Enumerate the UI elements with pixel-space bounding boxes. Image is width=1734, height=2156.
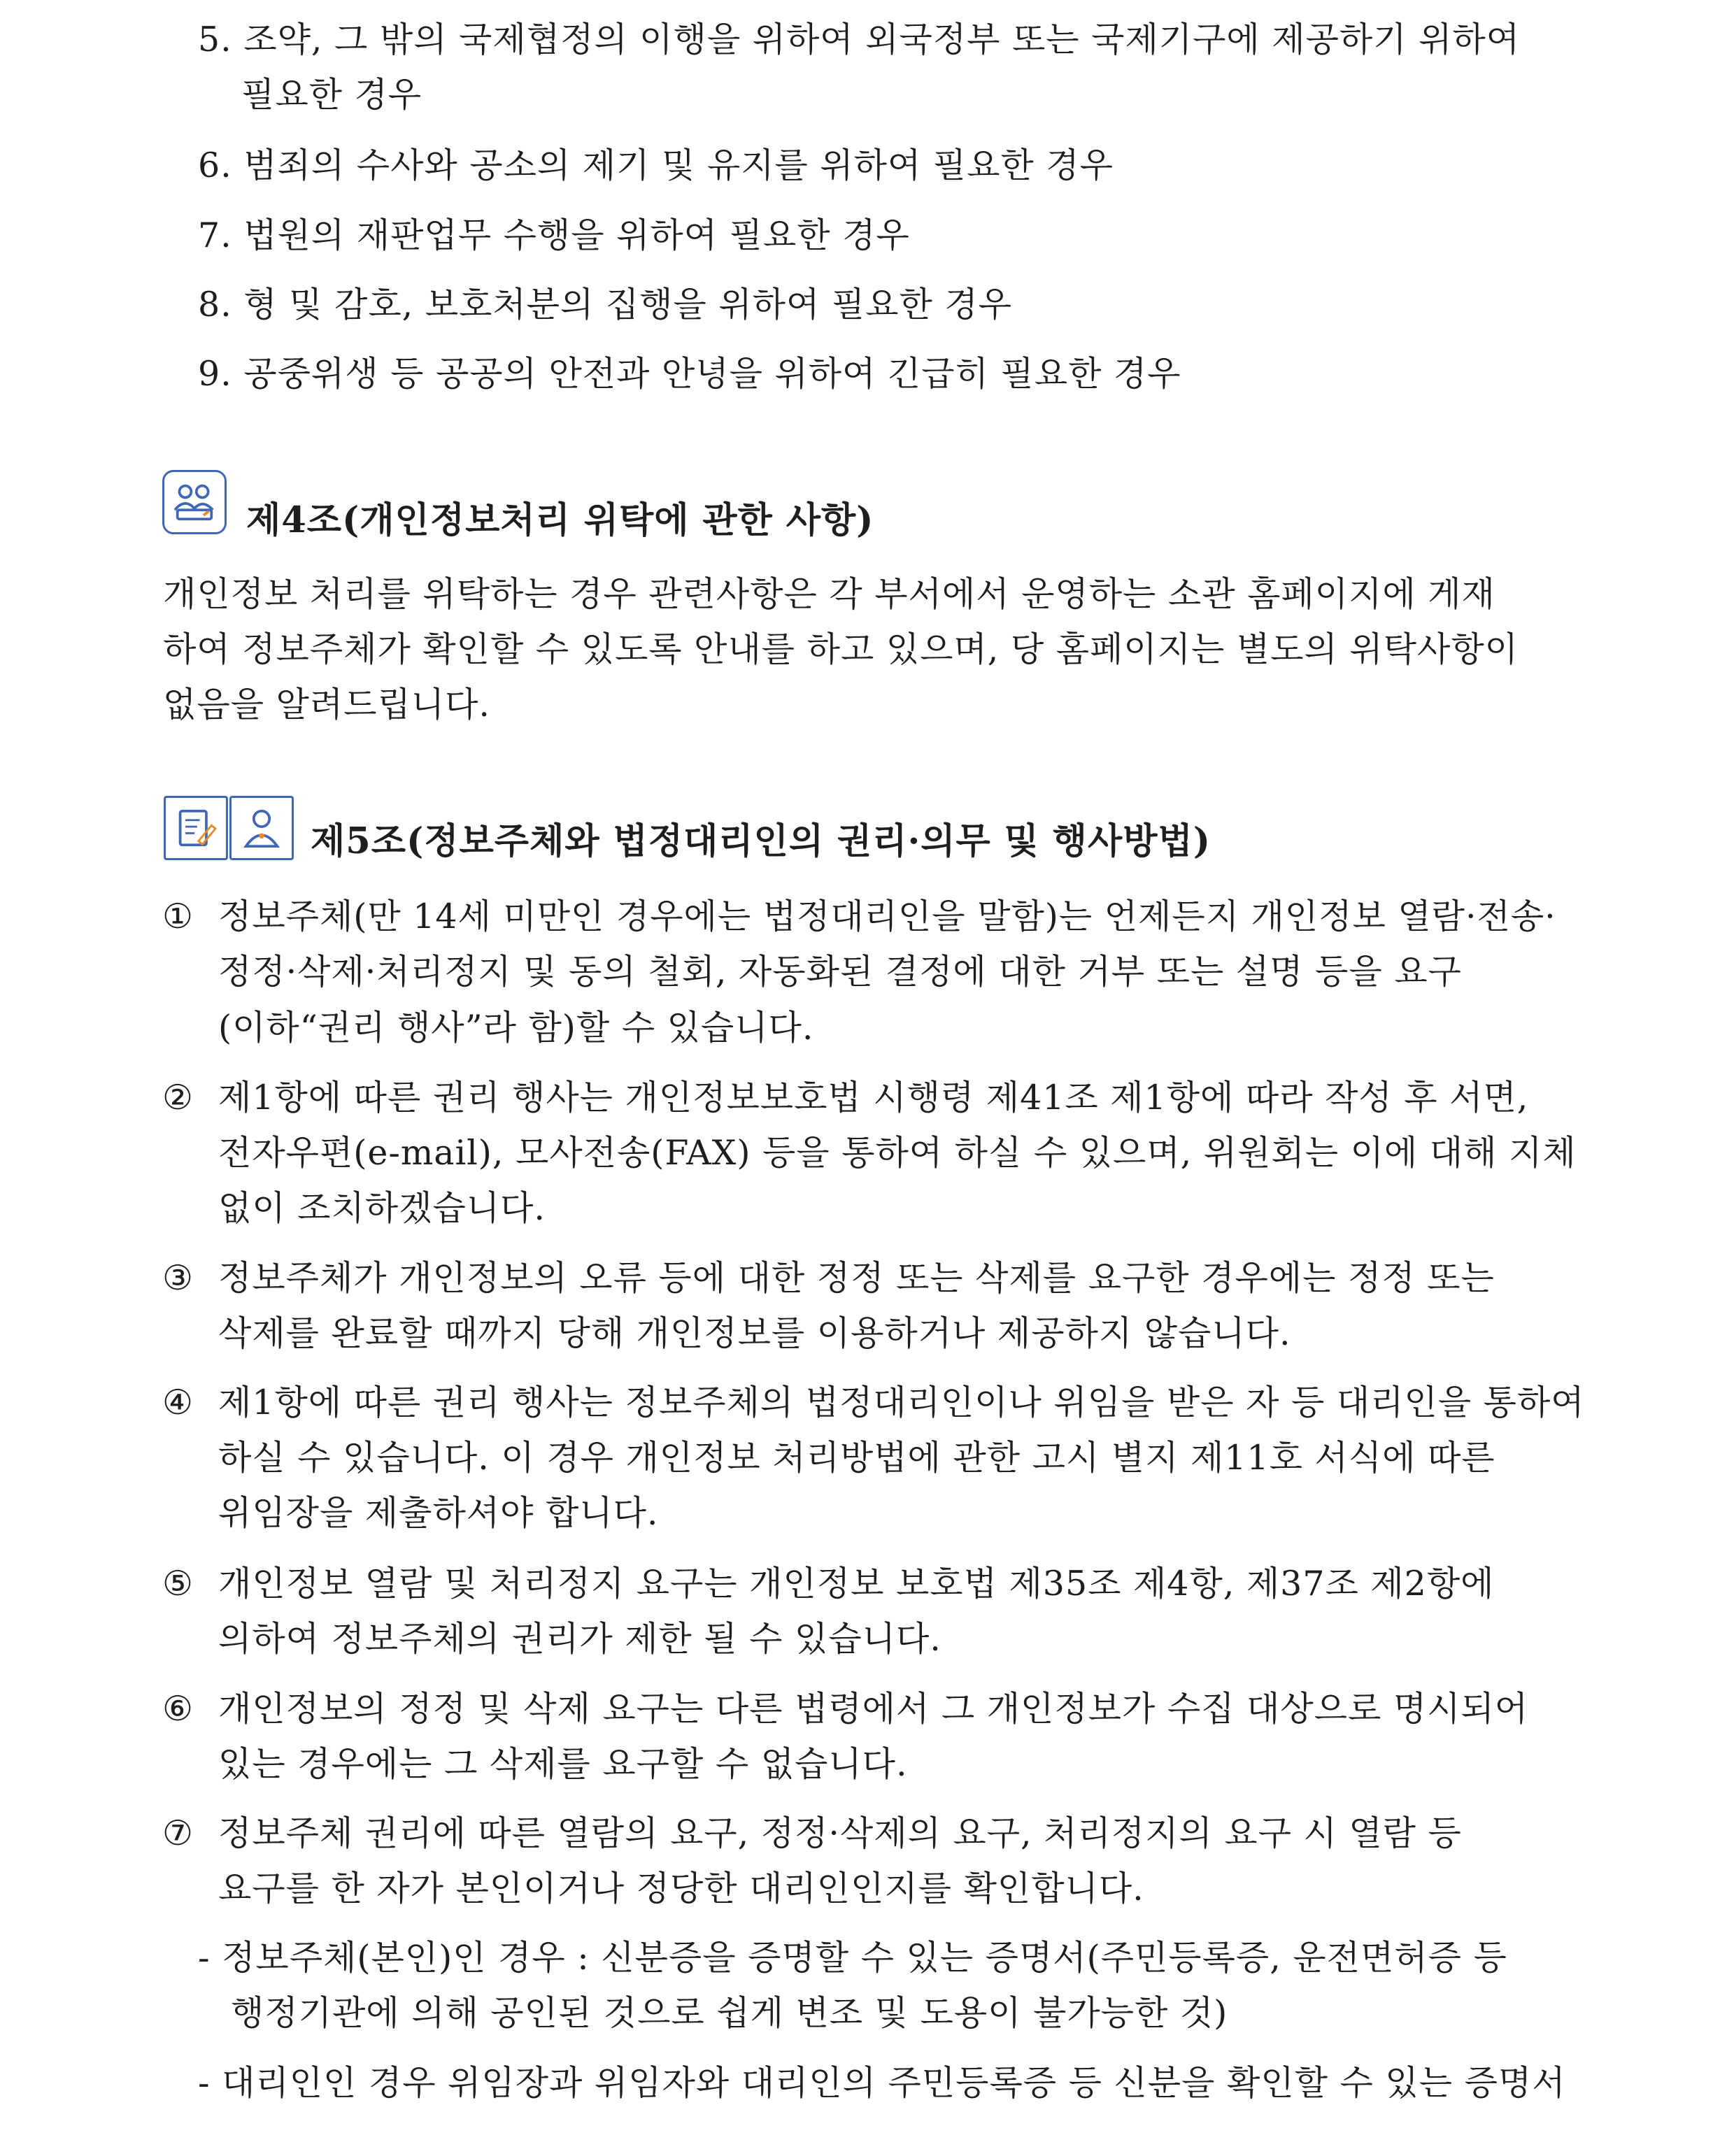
item-4-line-1: 제1항에 따른 권리 행사는 정보주체의 법정대리인이나 위임을 받은 자 등 대리인을 통하여 bbox=[218, 1383, 1585, 1422]
section-4-paragraph-line-3: 없음을 알려드립니다. bbox=[163, 685, 490, 724]
item-5-number: ⑤ bbox=[162, 1564, 194, 1604]
list-item-5-line-1: 5. 조약, 그 밖의 국제협정의 이행을 위하여 외국정부 또는 국제기구에 제공하기 위하여 bbox=[198, 20, 1521, 59]
item-2-line-3: 없이 조치하겠습니다. bbox=[218, 1188, 546, 1228]
item-3-line-1: 정보주체가 개인정보의 오류 등에 대한 정정 또는 삭제를 요구한 경우에는 정정 또는 bbox=[218, 1258, 1495, 1298]
item-3-number: ③ bbox=[162, 1258, 194, 1298]
item-1-line-3: (이하“권리 행사”라 함)할 수 있습니다. bbox=[218, 1008, 814, 1048]
document-edit-icon bbox=[164, 796, 228, 860]
item-7-number: ⑦ bbox=[162, 1813, 194, 1853]
item-1-line-1: 정보주체(만 14세 미만인 경우에는 법정대리인을 말함)는 언제든지 개인정보 열람·전송· bbox=[218, 897, 1556, 936]
section-5-title: 제5조(정보주체와 법정대리인의 권리·의무 및 행사방법) bbox=[311, 820, 1211, 862]
list-item-5-line-2: 필요한 경우 bbox=[241, 75, 422, 115]
item-6-line-2: 있는 경우에는 그 삭제를 요구할 수 없습니다. bbox=[218, 1744, 908, 1784]
item-6-number: ⑥ bbox=[162, 1689, 194, 1729]
people-group-icon bbox=[162, 470, 227, 534]
list-item-6: 6. 범죄의 수사와 공소의 제기 및 유지를 위하여 필요한 경우 bbox=[198, 145, 1114, 185]
item-7-line-1: 정보주체 권리에 따른 열람의 요구, 정정·삭제의 요구, 처리정지의 요구 시 열람 등 bbox=[218, 1813, 1462, 1853]
list-item-8: 8. 형 및 감호, 보호처분의 집행을 위하여 필요한 경우 bbox=[198, 285, 1012, 324]
section-4-title: 제4조(개인정보처리 위탁에 관한 사항) bbox=[246, 499, 874, 541]
section-4-paragraph-line-2: 하여 정보주체가 확인할 수 있도록 안내를 하고 있으며, 당 홈페이지는 별도의 위탁사항이 bbox=[163, 629, 1519, 669]
dash-item-1-line-2: 행정기관에 의해 공인된 것으로 쉽게 변조 및 도용이 불가능한 것) bbox=[231, 1993, 1228, 2033]
dash-item-2-line-1: - 대리인인 경우 위임장과 위임자와 대리인의 주민등록증 등 신분을 확인할 수 있는 증명서 bbox=[198, 2063, 1566, 2103]
item-2-line-2: 전자우편(e-mail), 모사전송(FAX) 등을 통하여 하실 수 있으며, 위원회는 이에 대해 지체 bbox=[218, 1133, 1577, 1173]
item-3-line-2: 삭제를 완료할 때까지 당해 개인정보를 이용하거나 제공하지 않습니다. bbox=[218, 1313, 1291, 1353]
section-4-paragraph-line-1: 개인정보 처리를 위탁하는 경우 관련사항은 각 부서에서 운영하는 소관 홈페이지에 게재 bbox=[163, 574, 1495, 614]
item-4-number: ④ bbox=[162, 1383, 194, 1422]
item-6-line-1: 개인정보의 정정 및 삭제 요구는 다른 법령에서 그 개인정보가 수집 대상으로 명시되어 bbox=[218, 1689, 1529, 1729]
item-1-number: ① bbox=[162, 897, 194, 936]
item-7-line-2: 요구를 한 자가 본인이거나 정당한 대리인인지를 확인합니다. bbox=[218, 1869, 1144, 1908]
item-4-line-2: 하실 수 있습니다. 이 경우 개인정보 처리방법에 관한 고시 별지 제11호 서식에 따른 bbox=[218, 1438, 1495, 1478]
item-1-line-2: 정정·삭제·처리정지 및 동의 철회, 자동화된 결정에 대한 거부 또는 설명 등을 요구 bbox=[218, 952, 1462, 992]
item-2-number: ② bbox=[162, 1078, 194, 1118]
item-4-line-3: 위임장을 제출하셔야 합니다. bbox=[218, 1493, 659, 1533]
list-item-7: 7. 법원의 재판업무 수행을 위하여 필요한 경우 bbox=[198, 215, 910, 255]
item-5-line-2: 의하여 정보주체의 권리가 제한 될 수 있습니다. bbox=[218, 1619, 941, 1659]
person-icon bbox=[229, 796, 294, 860]
dash-item-1-line-1: - 정보주체(본인)인 경우 : 신분증을 증명할 수 있는 증명서(주민등록증, 운전면허증 등 bbox=[198, 1938, 1507, 1978]
item-5-line-1: 개인정보 열람 및 처리정지 요구는 개인정보 보호법 제35조 제4항, 제37조 제2항에 bbox=[218, 1564, 1495, 1604]
list-item-9: 9. 공중위생 등 공공의 안전과 안녕을 위하여 긴급히 필요한 경우 bbox=[198, 354, 1181, 394]
item-2-line-1: 제1항에 따른 권리 행사는 개인정보보호법 시행령 제41조 제1항에 따라 작성 후 서면, bbox=[218, 1078, 1529, 1118]
